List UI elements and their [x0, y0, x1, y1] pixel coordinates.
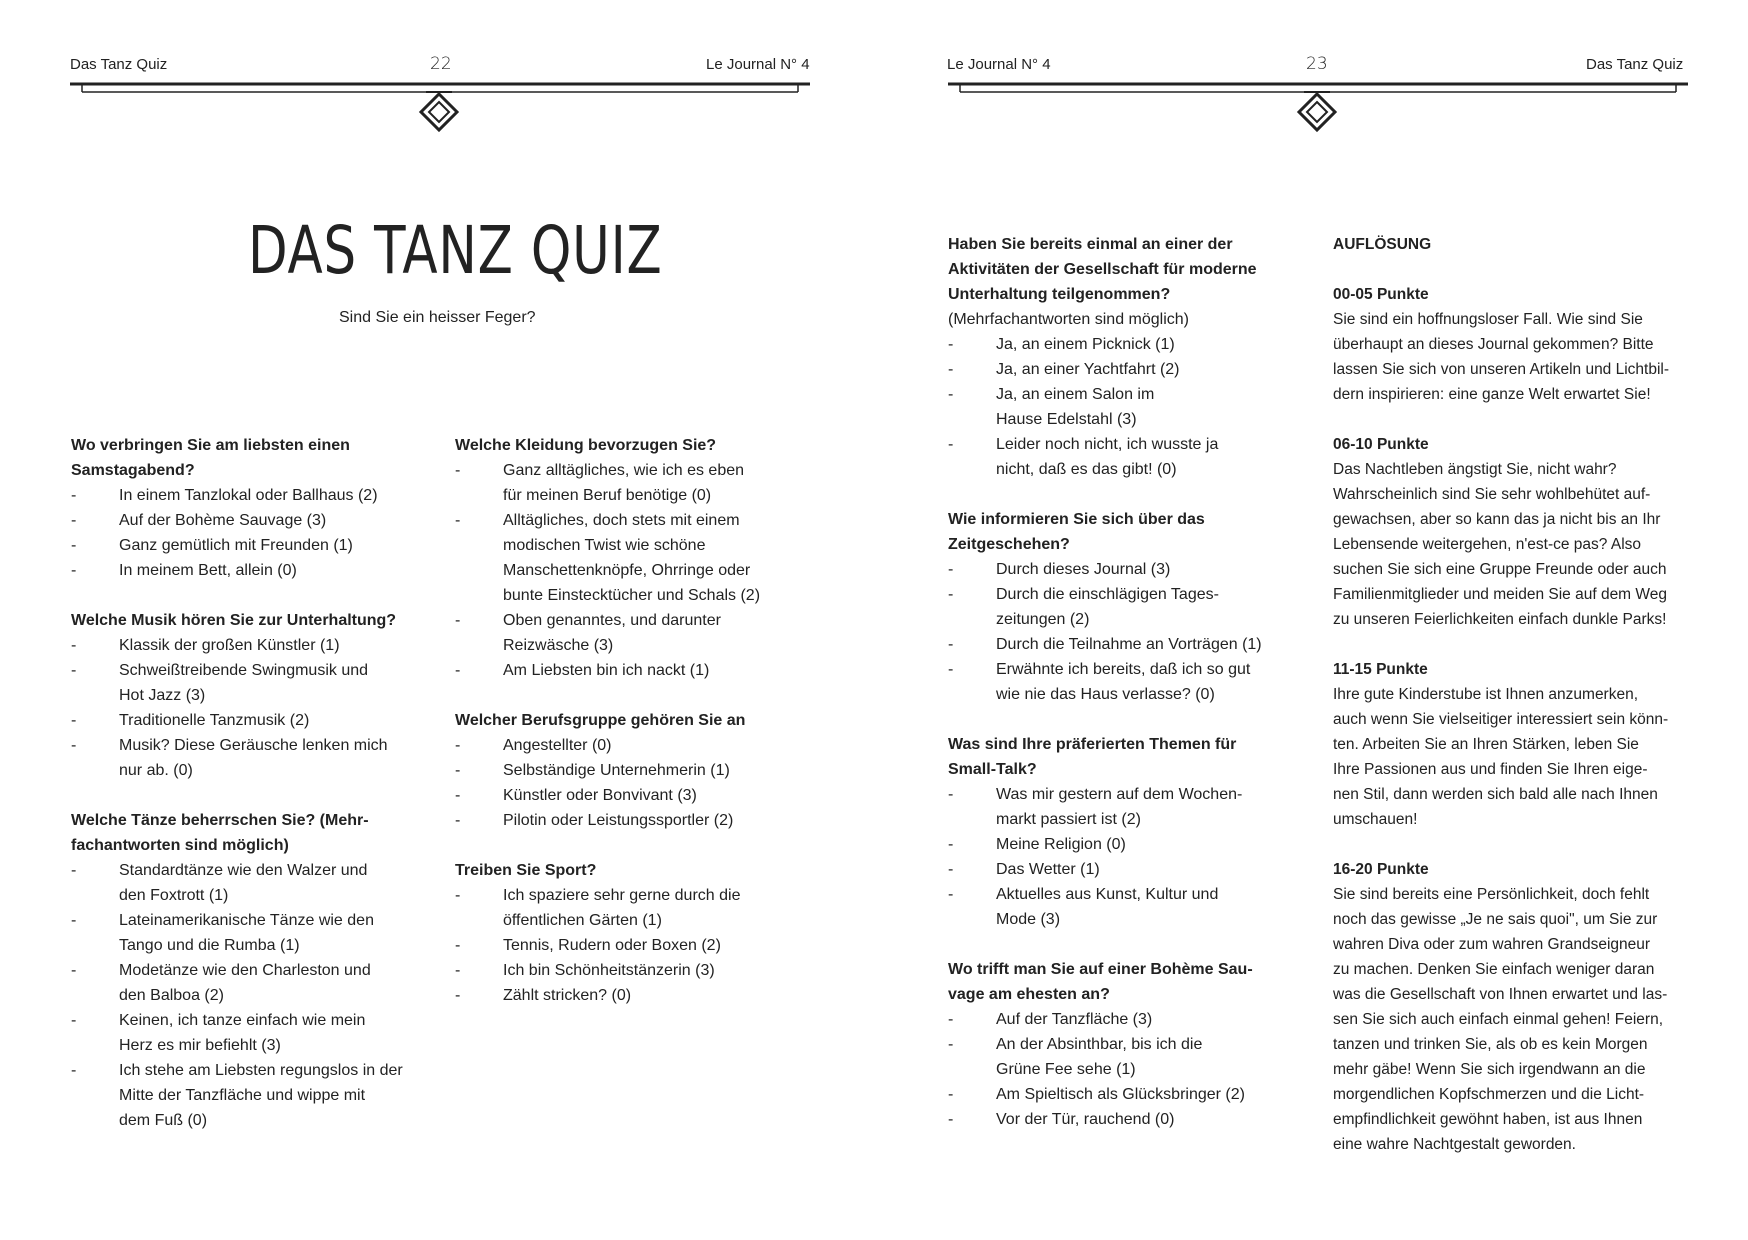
running-header-left: Le Journal N° 4	[947, 56, 1051, 73]
question-activities	[948, 232, 1313, 482]
answer-line: - Am Spieltisch als Glücksbringer (2)	[996, 1086, 1245, 1103]
question-news	[948, 507, 1313, 707]
results-heading: AUFLÖSUNG	[1333, 236, 1432, 253]
running-header-left: Das Tanz Quiz	[70, 56, 168, 73]
answer-line: - Ja, an einem Picknick (1)	[996, 336, 1175, 353]
result-block	[1333, 657, 1688, 832]
question-title-line: Unterhaltung teilgenommen?	[948, 286, 1171, 303]
question-title-line: Wo verbringen Sie am liebsten einen	[71, 437, 350, 454]
diamond-ornament-icon	[421, 92, 457, 130]
result-block	[1333, 432, 1688, 632]
answer-line: Mitte der Tanzfläche und wippe mit	[119, 1087, 366, 1104]
answer-line: - Ich spaziere sehr gerne durch die	[503, 887, 741, 904]
answer-line: öffentlichen Gärten (1)	[503, 912, 662, 929]
running-header-right: Le Journal N° 4	[706, 56, 810, 73]
answer-line: - Was mir gestern auf dem Wochen-	[996, 786, 1243, 803]
answer-option	[71, 633, 431, 658]
answer-option	[71, 658, 431, 708]
answer-option	[948, 1007, 1313, 1032]
answer-line: - Leider noch nicht, ich wusste ja	[996, 436, 1219, 453]
question-title-line: Zeitgeschehen?	[948, 536, 1070, 553]
answer-option	[71, 708, 431, 733]
art-deco-header-rule	[70, 80, 810, 140]
answer-line: - Zählt stricken? (0)	[503, 987, 632, 1004]
question-note: (Mehrfachantworten sind möglich)	[948, 311, 1189, 328]
question-title: Welcher Berufsgruppe gehören Sie an	[455, 712, 746, 729]
question-title-line: Small-Talk?	[948, 761, 1037, 778]
result-block	[1333, 282, 1688, 407]
answer-line: zeitungen (2)	[996, 611, 1090, 628]
result-line: Sie sind bereits eine Persönlichkeit, doch fehlt	[1333, 886, 1650, 903]
answer-option	[948, 1107, 1313, 1132]
answer-option	[948, 332, 1313, 357]
question-title-line: Wo trifft man Sie auf einer Bohème Sau-	[948, 961, 1253, 978]
answer-line: - Ja, an einer Yachtfahrt (2)	[996, 361, 1180, 378]
answer-line: - Aktuelles aus Kunst, Kultur und	[996, 886, 1219, 903]
answer-option	[948, 657, 1313, 707]
answer-option	[948, 382, 1313, 432]
quiz-column-1	[71, 433, 431, 1133]
question-sport	[455, 858, 815, 1008]
result-line: Sie sind ein hoffnungsloser Fall. Wie sind Sie	[1333, 311, 1643, 328]
answer-line: für meinen Beruf benötige (0)	[503, 487, 712, 504]
result-line: umschauen!	[1333, 811, 1418, 828]
question-title-line: Aktivitäten der Gesellschaft für moderne	[948, 261, 1257, 278]
result-title: 00-05 Punkte	[1333, 286, 1429, 303]
answer-option	[948, 782, 1313, 832]
answer-list	[948, 557, 1313, 707]
question-dances	[71, 808, 431, 1133]
answer-list	[71, 858, 431, 1133]
right-page	[874, 0, 1748, 1240]
answer-line: Reizwäsche (3)	[503, 637, 614, 654]
result-line: Ihre gute Kinderstube ist Ihnen anzumerken,	[1333, 686, 1639, 703]
question-saturday	[71, 433, 431, 583]
answer-line: Herz es mir befiehlt (3)	[119, 1037, 281, 1054]
answer-line: - Ich stehe am Liebsten regungslos in der	[119, 1062, 403, 1079]
result-line: Ihre Passionen aus und finden Sie Ihren eige-	[1333, 761, 1648, 778]
answer-option	[948, 1082, 1313, 1107]
question-title	[948, 507, 1313, 557]
answer-line: Manschettenknöpfe, Ohrringe oder	[503, 562, 751, 579]
answer-line: - Das Wetter (1)	[996, 861, 1100, 878]
question-title-line: vage am ehesten an?	[948, 986, 1110, 1003]
answer-line: Hot Jazz (3)	[119, 687, 206, 704]
answer-option: - Ganz gemütlich mit Freunden (1)	[71, 533, 431, 558]
result-line: Das Nachtleben ängstigt Sie, nicht wahr?	[1333, 461, 1617, 478]
answer-line: - Durch die Teilnahme an Vorträgen (1)	[996, 636, 1262, 653]
question-boheme	[948, 957, 1313, 1132]
answer-option	[948, 582, 1313, 632]
answer-option	[455, 458, 815, 508]
answer-line: Grüne Fee sehe (1)	[996, 1061, 1136, 1078]
question-title-line: Wie informieren Sie sich über das	[948, 511, 1205, 528]
answer-option	[948, 357, 1313, 382]
answer-line: - Ja, an einem Salon im	[996, 386, 1155, 403]
result-line: lassen Sie sich von unseren Artikeln und Lichtbil-	[1333, 361, 1670, 378]
answer-line: - Vor der Tür, rauchend (0)	[996, 1111, 1175, 1128]
question-music	[71, 608, 431, 783]
answer-line: modischen Twist wie schöne	[503, 537, 706, 554]
result-line: gewachsen, aber so kann das ja nicht bis an Ihr	[1333, 511, 1661, 528]
answer-line: - Durch dieses Journal (3)	[996, 561, 1171, 578]
page-subtitle: Sind Sie ein heisser Feger?	[339, 309, 536, 326]
result-line: Lebensende weitergehen, n'est-ce pas? Also	[1333, 536, 1642, 553]
result-line: Familienmitglieder und meiden Sie auf dem Weg	[1333, 586, 1667, 603]
question-title-line: Welche Tänze beherrschen Sie? (Mehr-	[71, 812, 369, 829]
answer-line: Tango und die Rumba (1)	[119, 937, 300, 954]
result-title: 06-10 Punkte	[1333, 436, 1429, 453]
answer-line: - Klassik der großen Künstler (1)	[119, 637, 340, 654]
question-title	[948, 232, 1313, 307]
answer-line: - Durch die einschlägigen Tages-	[996, 586, 1219, 603]
question-title	[71, 433, 431, 483]
answer-option: - Künstler oder Bonvivant (3)	[455, 783, 815, 808]
question-title	[948, 732, 1313, 782]
answer-line: - Tennis, Rudern oder Boxen (2)	[503, 937, 721, 954]
answer-line: Mode (3)	[996, 911, 1061, 928]
result-line: auch wenn Sie vielseitiger interessiert sein könn-	[1333, 711, 1669, 728]
answer-option	[455, 958, 815, 983]
result-title: 16-20 Punkte	[1333, 861, 1429, 878]
quiz-column-2	[455, 433, 815, 1008]
answer-option	[455, 608, 815, 658]
answer-line: - Schweißtreibende Swingmusik und	[119, 662, 369, 679]
answer-line: markt passiert ist (2)	[996, 811, 1141, 828]
answer-option: - Angestellter (0)	[455, 733, 815, 758]
answer-option	[455, 983, 815, 1008]
answer-option: - Auf der Bohème Sauvage (3)	[71, 508, 431, 533]
result-line: zu unseren Feierlichkeiten einfach dunkle Parks!	[1333, 611, 1667, 628]
answer-line: - Ganz alltägliches, wie ich es eben	[503, 462, 745, 479]
answer-list	[948, 332, 1313, 482]
answer-option	[948, 632, 1313, 657]
answer-line: - Oben genanntes, und darunter	[503, 612, 721, 629]
answer-line: - Auf der Tanzfläche (3)	[996, 1011, 1153, 1028]
result-line: nen Stil, dann werden sich bald alle nach Ihnen	[1333, 786, 1658, 803]
answer-list	[455, 733, 815, 833]
answer-option	[71, 733, 431, 783]
answer-option: - In einem Tanzlokal oder Ballhaus (2)	[71, 483, 431, 508]
question-title	[948, 957, 1313, 1007]
answer-list	[455, 883, 815, 1008]
answer-line: - Erwähnte ich bereits, daß ich so gut	[996, 661, 1251, 678]
answer-list	[71, 633, 431, 783]
result-line: ten. Arbeiten Sie an Ihren Stärken, leben Sie	[1333, 736, 1639, 753]
result-title: 11-15 Punkte	[1333, 661, 1428, 678]
answer-option	[71, 858, 431, 908]
answer-line: - Am Liebsten bin ich nackt (1)	[503, 662, 710, 679]
answer-line: den Balboa (2)	[119, 987, 224, 1004]
answer-option	[455, 933, 815, 958]
question-clothing	[455, 433, 815, 683]
answer-list	[455, 458, 815, 683]
page-number: 22	[430, 54, 452, 74]
result-block	[1333, 857, 1688, 1157]
results-column	[1333, 232, 1688, 1157]
answer-line: - Modetänze wie den Charleston und	[119, 962, 371, 979]
result-line: sen Sie sich auch einfach einmal gehen! Feiern,	[1333, 1011, 1664, 1028]
answer-line: wie nie das Haus verlasse? (0)	[996, 686, 1215, 703]
result-line: überhaupt an dieses Journal gekommen? Bitte	[1333, 336, 1654, 353]
answer-line: - Alltägliches, doch stets mit einem	[503, 512, 740, 529]
question-title-line: Samstagabend?	[71, 462, 195, 479]
result-line: wahren Diva oder zum wahren Grandseigneur	[1333, 936, 1651, 953]
question-profession	[455, 708, 815, 833]
answer-option	[948, 882, 1313, 932]
answer-option: - Selbständige Unternehmerin (1)	[455, 758, 815, 783]
answer-list	[948, 782, 1313, 932]
answer-option	[71, 908, 431, 958]
answer-line: - Traditionelle Tanzmusik (2)	[119, 712, 310, 729]
answer-option	[455, 658, 815, 683]
answer-list	[948, 1007, 1313, 1132]
answer-line: dem Fuß (0)	[119, 1112, 208, 1129]
answer-option	[948, 557, 1313, 582]
answer-line: - Keinen, ich tanze einfach wie mein	[119, 1012, 366, 1029]
result-line: empfindlichkeit gewöhnt haben, ist aus Ihnen	[1333, 1111, 1643, 1128]
question-title-line: fachantworten sind möglich)	[71, 837, 289, 854]
running-header-right: Das Tanz Quiz	[1586, 56, 1684, 73]
result-line: was die Gesellschaft von Ihnen erwartet und las-	[1333, 986, 1668, 1003]
question-title: Treiben Sie Sport?	[455, 862, 597, 879]
result-line: eine wahre Nachtgestalt geworden.	[1333, 1136, 1576, 1153]
answer-line: bunte Einstecktücher und Schals (2)	[503, 587, 761, 604]
result-line: tanzen und trinken Sie, als ob es kein Morgen	[1333, 1036, 1648, 1053]
art-deco-header-rule	[948, 80, 1688, 140]
answer-option: - In meinem Bett, allein (0)	[71, 558, 431, 583]
question-smalltalk	[948, 732, 1313, 932]
question-title: Welche Musik hören Sie zur Unterhaltung?	[71, 612, 397, 629]
page-title: DAS TANZ QUIZ	[248, 212, 663, 289]
answer-line: - Lateinamerikanische Tänze wie den	[119, 912, 374, 929]
answer-line: - Ich bin Schönheitstänzerin (3)	[503, 962, 715, 979]
result-line: Wahrscheinlich sind Sie sehr wohlbehütet auf-	[1333, 486, 1651, 503]
answer-option	[948, 832, 1313, 857]
answer-line: - Meine Religion (0)	[996, 836, 1126, 853]
answer-option	[71, 1058, 431, 1133]
question-title-line: Was sind Ihre präferierten Themen für	[948, 736, 1237, 753]
answer-line: - An der Absinthbar, bis ich die	[996, 1036, 1203, 1053]
result-line: mehr gäbe! Wenn Sie sich irgendwann an die	[1333, 1061, 1646, 1078]
answer-line: den Foxtrott (1)	[119, 887, 229, 904]
answer-option	[71, 958, 431, 1008]
result-line: morgendlichen Kopfschmerzen und die Licht-	[1333, 1086, 1645, 1103]
answer-option	[71, 1008, 431, 1058]
result-line: zu machen. Denken Sie einfach weniger daran	[1333, 961, 1655, 978]
answer-option	[455, 883, 815, 933]
answer-line: Hause Edelstahl (3)	[996, 411, 1137, 428]
answer-option	[455, 508, 815, 608]
question-title-line: Haben Sie bereits einmal an einer der	[948, 236, 1233, 253]
result-line: noch das gewisse „Je ne sais quoi", um Sie zur	[1333, 911, 1658, 928]
answer-list	[71, 483, 431, 583]
result-line: dern inspirieren: eine ganze Welt erwartet Sie!	[1333, 386, 1651, 403]
quiz-column-3	[948, 232, 1313, 1132]
answer-line: - Musik? Diese Geräusche lenken mich	[119, 737, 388, 754]
page-number: 23	[1306, 54, 1328, 74]
answer-option	[948, 1032, 1313, 1082]
question-title	[71, 808, 431, 858]
answer-option: - Pilotin oder Leistungssportler (2)	[455, 808, 815, 833]
question-title: Welche Kleidung bevorzugen Sie?	[455, 437, 717, 454]
answer-line: nur ab. (0)	[119, 762, 193, 779]
answer-option	[948, 857, 1313, 882]
answer-option	[948, 432, 1313, 482]
answer-line: nicht, daß es das gibt! (0)	[996, 461, 1177, 478]
answer-line: - Standardtänze wie den Walzer und	[119, 862, 368, 879]
diamond-ornament-icon	[1299, 92, 1335, 130]
result-line: suchen Sie sich eine Gruppe Freunde oder auch	[1333, 561, 1667, 578]
